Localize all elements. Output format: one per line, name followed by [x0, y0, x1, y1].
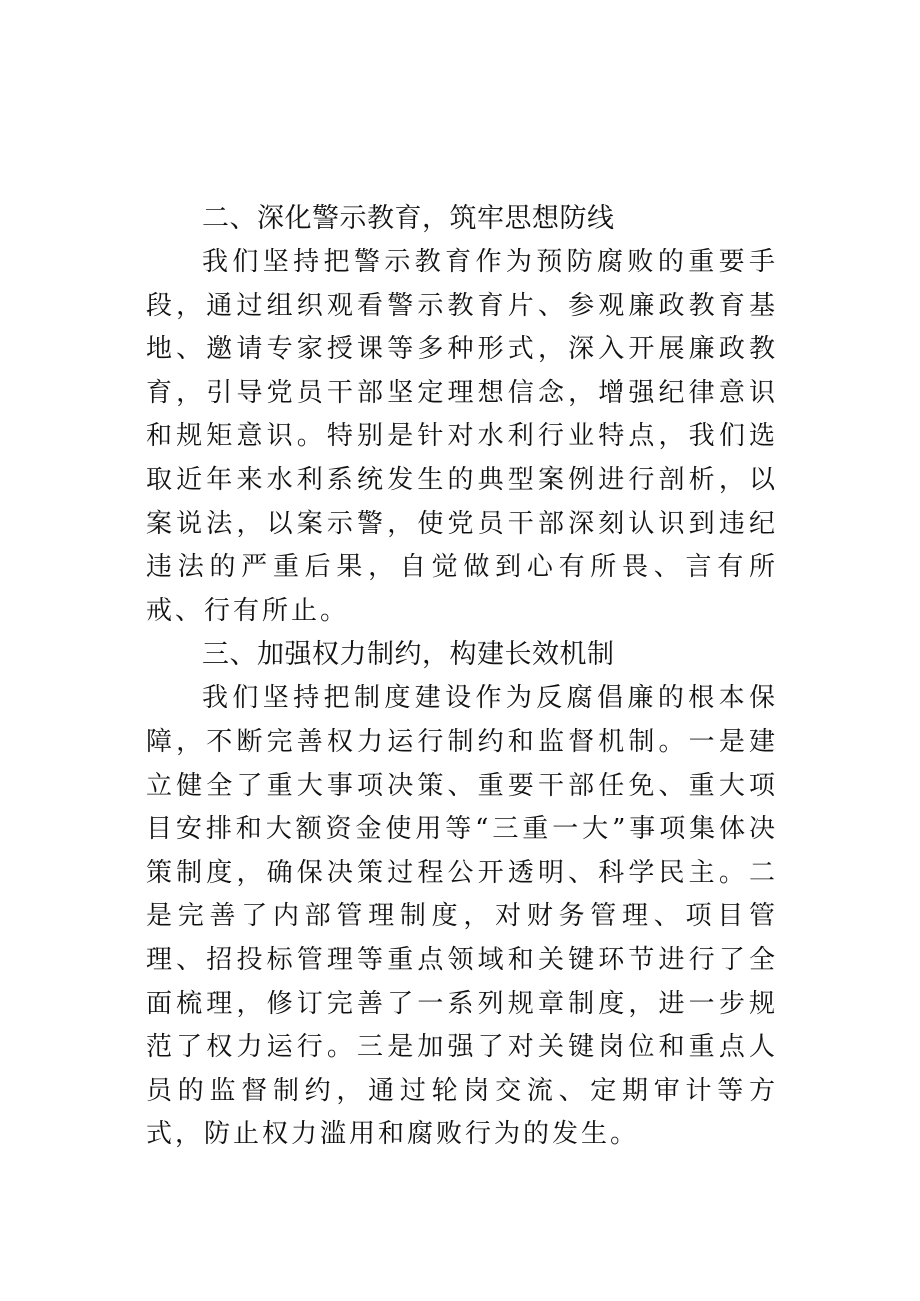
document-body	[146, 197, 778, 1157]
section-heading-power-restriction: 三、加强权力制约，构建长效机制	[202, 639, 615, 671]
section-paragraph-power-restriction: 我们坚持把制度建设作为反腐倡廉的根本保障，不断完善权力运行制约和监督机制。一是建立健全了重大事项决策、重要干部任免、重大项目安排和大额资金使用等“三重一大”事项集体决策制度，确保决策过程公开透明、科学民主。二是完善了内部管理制度，对财务管理、项目管理、招投标管理等重点领域和关键环节进行了全面梳理，修订完善了一系列规章制度，进一步规范了权力运行。三是加强了对关键岗位和重点人员的监督制约，通过轮岗交流、定期审计等方式，防止权力滥用和腐败行为的发生。	[146, 683, 778, 1150]
section-heading-warning-education: 二、深化警示教育，筑牢思想防线	[202, 203, 615, 234]
section-paragraph-warning-education: 我们坚持把警示教育作为预防腐败的重要手段，通过组织观看警示教育片、参观廉政教育基地、邀请专家授课等多种形式，深入开展廉政教育，引导党员干部坚定理想信念，增强纪律意识和规矩意识。特别是针对水利行业特点，我们选取近年来水利系统发生的典型案例进行剖析，以案说法，以案示警，使党员干部深刻认识到违纪违法的严重后果，自觉做到心有所畏、言有所戒、行有所止。	[146, 247, 778, 626]
